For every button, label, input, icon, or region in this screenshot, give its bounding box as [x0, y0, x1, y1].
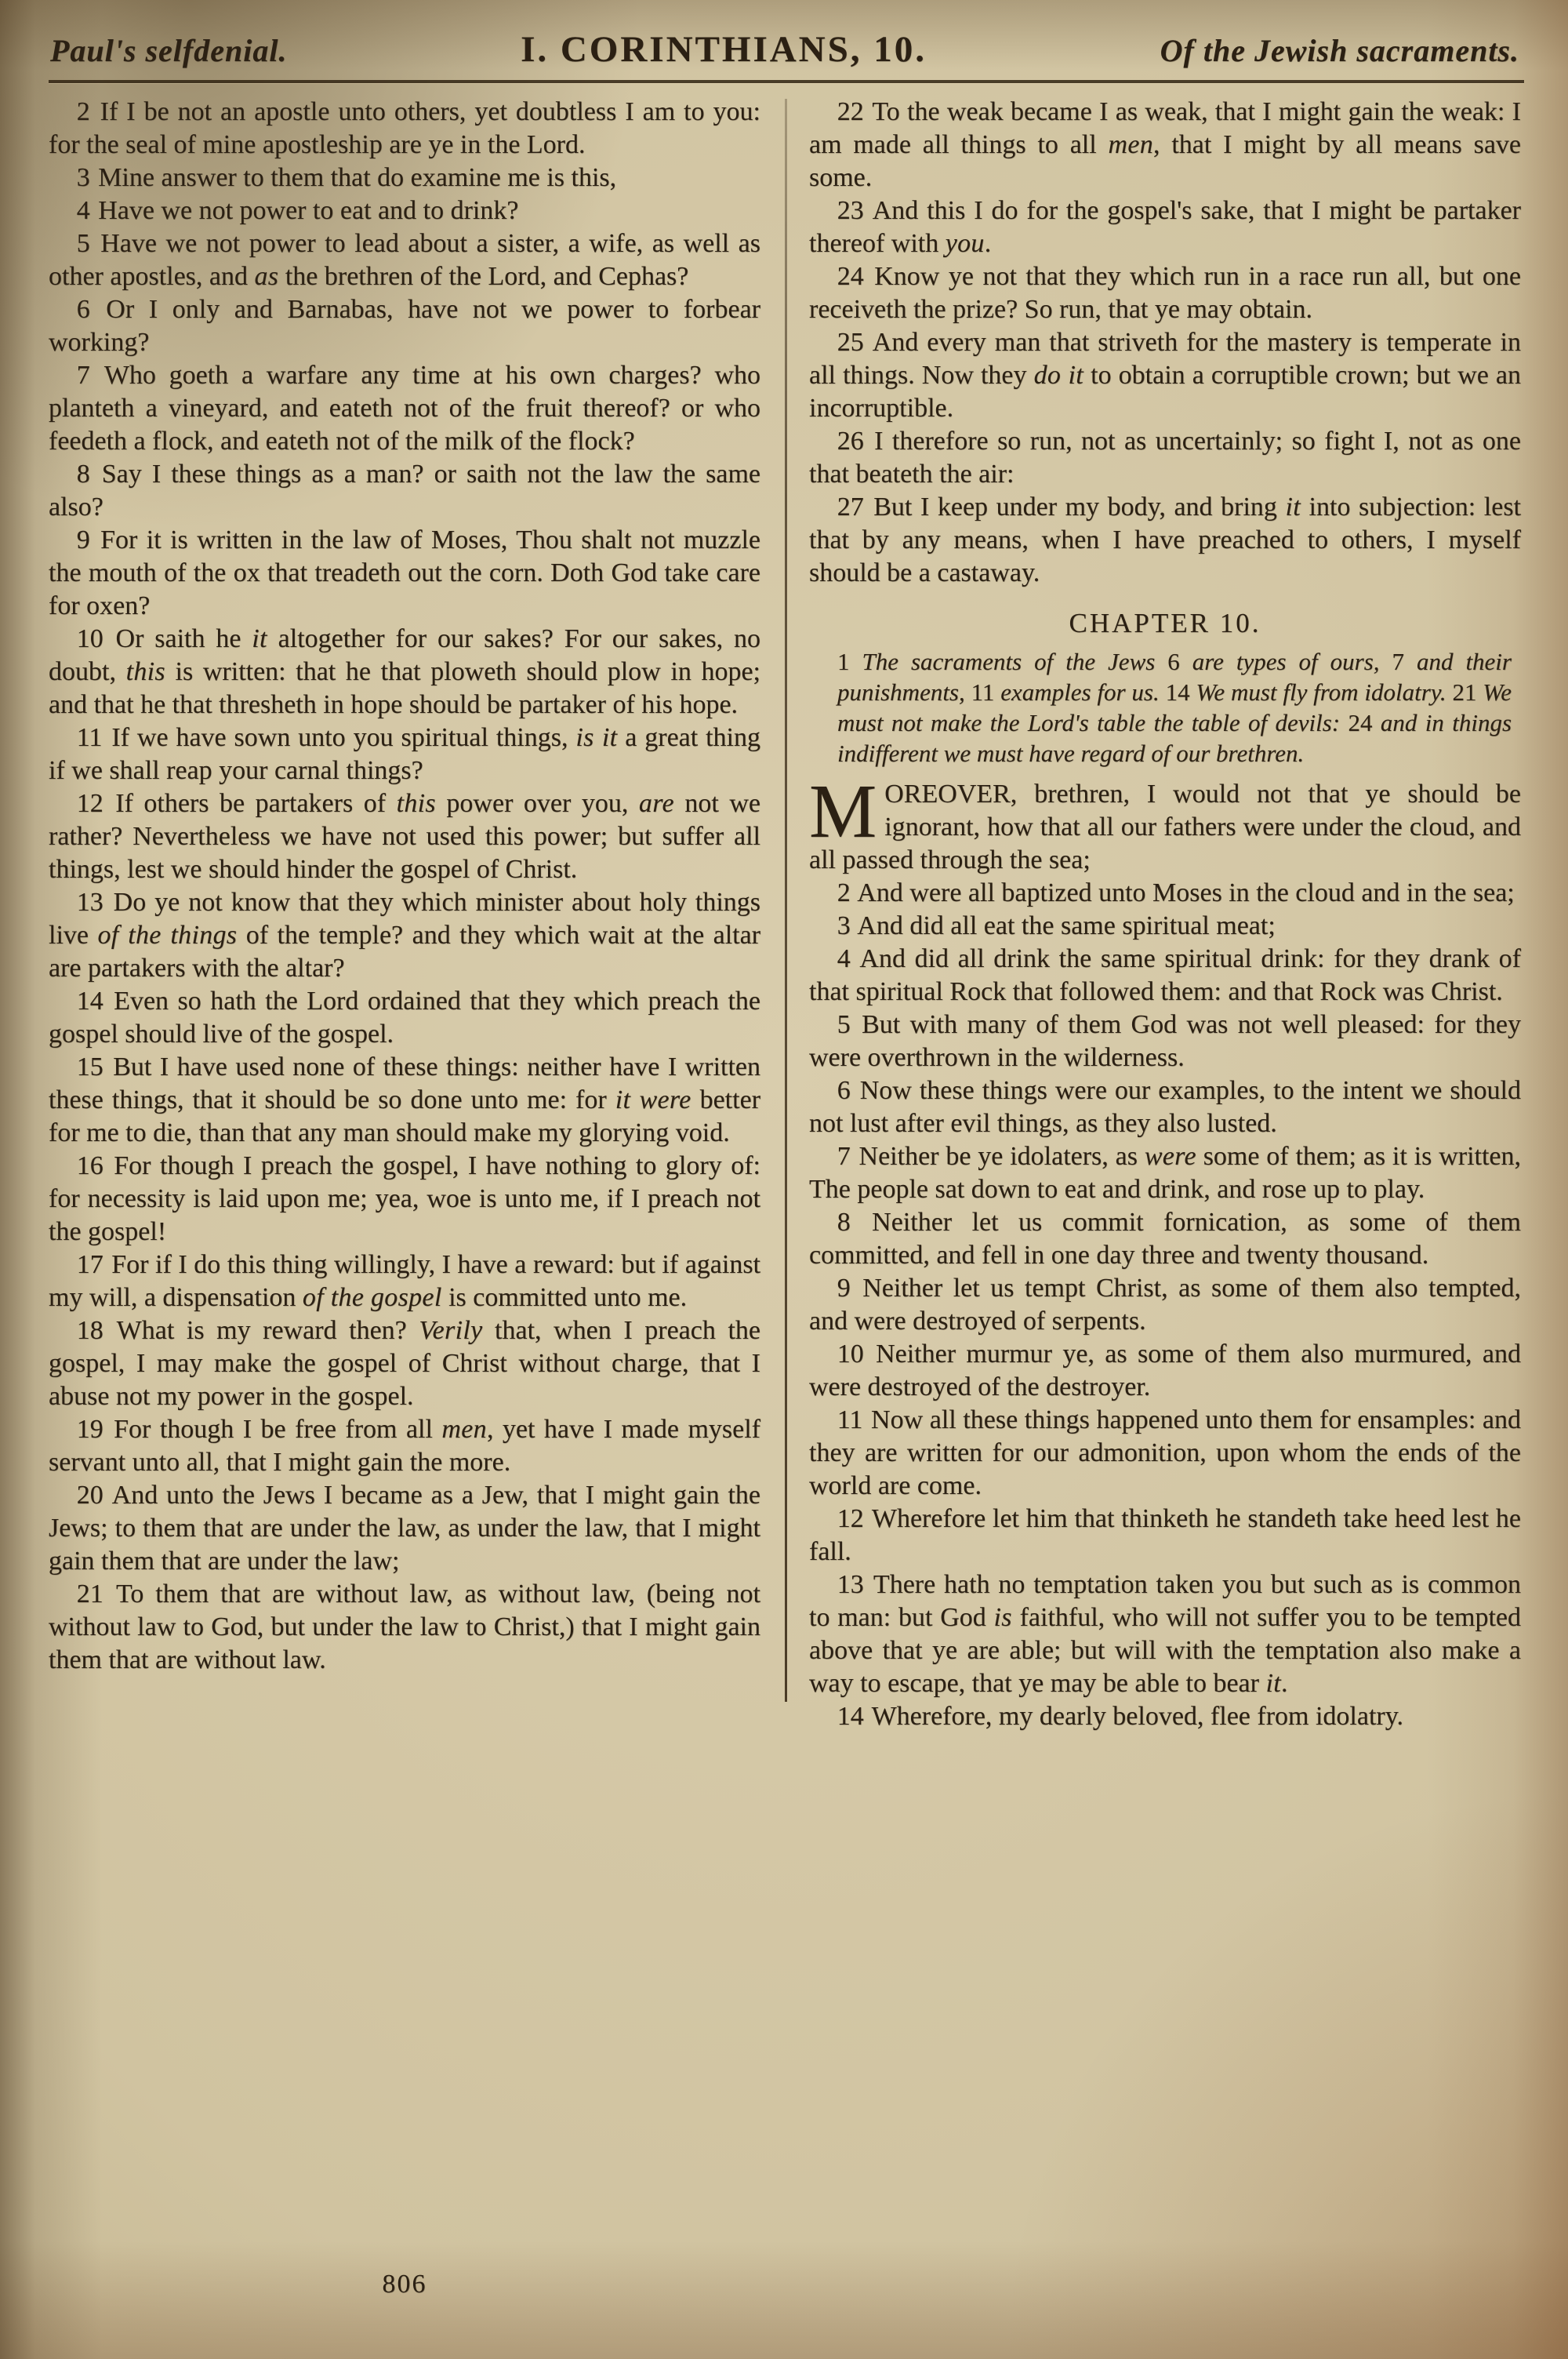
verse: 4 And did all drink the same spiritual drink: for they drank of that spiritual Rock that followed them: and that Rock was Christ. [809, 944, 1521, 1006]
verse-number: 9 [837, 1274, 851, 1303]
verse: 11 If we have sown unto you spiritual things, is it a great thing if we shall reap your carnal things? [49, 723, 760, 785]
running-head [49, 24, 1524, 71]
verse: 20 And unto the Jews I became as a Jew, that I might gain the Jews; to them that are under the law, as under the law, that I might gain them that are under the law; [49, 1481, 760, 1576]
verse-number: 2 [837, 878, 851, 907]
verse-number: 24 [837, 262, 864, 291]
verse: 6 Now these things were our examples, to the intent we should not lust after evil things, as they also lusted. [809, 1076, 1521, 1138]
verse-number: 13 [76, 888, 103, 917]
verse-number: 21 [76, 1579, 103, 1608]
verse-number: 19 [76, 1415, 103, 1444]
verse: 25 And every man that striveth for the mastery is temperate in all things. Now they do it to obtain a corruptible crown; but we an incorruptible. [809, 328, 1521, 423]
verse-number: 17 [76, 1250, 103, 1279]
verse: 27 But I keep under my body, and bring it into subjection: lest that by any means, when I have preached to others, I myself should be a castaway. [809, 493, 1522, 587]
verse: 7 Neither be ye idolaters, as were some of them; as it is written, The people sat down to eat and drink, and rose up to play. [809, 1142, 1522, 1204]
verse: 26 I therefore so run, not as uncertainly; so fight I, not as one that beateth the air: [809, 427, 1521, 489]
drop-cap-initial: M [809, 769, 877, 853]
verse-number: 4 [76, 196, 90, 225]
verse: 14 Wherefore, my dearly beloved, flee from idolatry. [837, 1702, 1404, 1731]
verse-number: 11 [76, 723, 103, 752]
running-head-left: Paul's selfdenial. [50, 33, 288, 68]
verse: 2 And were all baptized unto Moses in the cloud and in the sea; [837, 878, 1515, 907]
verse-number: 6 [837, 1076, 851, 1105]
verse-number: 26 [837, 427, 864, 456]
verse: 9 Neither let us tempt Christ, as some of them also tempted, and were destroyed of serpents. [809, 1274, 1521, 1336]
verse: 9 For it is written in the law of Moses, Thou shalt not muzzle the mouth of the ox that treadeth out the corn. Doth God take care for oxen? [49, 525, 760, 620]
verse: 23 And this I do for the gospel's sake, that I might be partaker thereof with you. [809, 196, 1521, 258]
verse-number: 4 [837, 944, 851, 973]
chapter-summary: 1 The sacraments of the Jews 6 are types of ours, 7 and their punishments, 11 examples for us. 14 We must fly from idolatry. 21 We must not make the Lord's table the table of devils: 24 and in things indifferent we must have regard of our brethren. [837, 648, 1512, 767]
verse-number: 27 [837, 493, 864, 522]
running-head-title: I. CORINTHIANS, 10. [521, 29, 927, 70]
verse: 18 What is my reward then? Verily that, when I preach the gospel, I may make the gospel of Christ without charge, that I abuse not my power in the gospel. [49, 1316, 760, 1411]
verse-number: 8 [76, 460, 90, 489]
verse-number: 5 [837, 1010, 851, 1039]
verse-number: 6 [76, 295, 90, 324]
verse: 3 Mine answer to them that do examine me is this, [76, 163, 617, 192]
column-divider [785, 99, 787, 1702]
verse: 13 Do ye not know that they which minister about holy things live of the things of the temple? and they which wait at the altar are partakers with the altar? [49, 888, 761, 983]
verse: 5 Have we not power to lead about a sister, a wife, as well as other apostles, and as the brethren of the Lord, and Cephas? [49, 229, 760, 291]
verse-number: 10 [837, 1339, 864, 1369]
verse-number: 5 [76, 229, 90, 258]
verse-number: 7 [76, 361, 90, 390]
left-column [49, 96, 760, 1733]
verse: 12 If others be partakers of this power over you, are not we rather? Nevertheless we have not used this power; but suffer all things, lest we should hinder the gospel of Christ. [49, 789, 760, 884]
verse-number: 9 [76, 525, 90, 554]
right-column [809, 96, 1521, 1733]
verse: 2 If I be not an apostle unto others, yet doubtless I am to you: for the seal of mine apostleship are ye in the Lord. [49, 97, 760, 159]
verse-number: 7 [837, 1142, 851, 1171]
verse: 19 For though I be free from all men, yet have I made myself servant unto all, that I might gain the more. [49, 1415, 760, 1477]
verse-number: 3 [76, 163, 90, 192]
verse-number: 22 [837, 97, 864, 126]
verse: 15 But I have used none of these things: neither have I written these things, that it should be so done unto me: for it were better for me to die, than that any man should make my glorying void. [49, 1052, 760, 1147]
verse-number: 13 [837, 1570, 864, 1599]
verse-number: 16 [76, 1151, 103, 1180]
verse: 21 To them that are without law, as without law, (being not without law to God, but under the law to Christ,) that I might gain them that are without law. [49, 1579, 760, 1674]
verse-number: 25 [837, 328, 864, 357]
verse-number: 18 [76, 1316, 103, 1345]
verse: 16 For though I preach the gospel, I have nothing to glory of: for necessity is laid upon me; yea, woe is unto me, if I preach not the gospel! [49, 1151, 760, 1246]
verse: 5 But with many of them God was not well pleased: for they were overthrown in the wilderness. [809, 1010, 1521, 1072]
text-columns [49, 96, 1524, 1733]
running-head-right: Of the Jewish sacraments. [1160, 33, 1519, 68]
page-number: 806 [382, 2270, 427, 2299]
verse: 11 Now all these things happened unto them for ensamples: and they are written for our admonition, upon whom the ends of the world are come. [809, 1405, 1521, 1500]
verse-number: 23 [837, 196, 864, 225]
verse-number: 11 [837, 1405, 863, 1434]
verse: 8 Say I these things as a man? or saith not the law the same also? [49, 460, 760, 522]
verse-number: 14 [837, 1702, 864, 1731]
verse-dropcap: MOREOVER, brethren, I would not that ye should be ignorant, how that all our fathers were under the cloud, and all passed through the sea; [809, 769, 1521, 874]
verse: 4 Have we not power to eat and to drink? [76, 196, 519, 225]
verse-number: 12 [76, 789, 103, 818]
verse: 10 Neither murmur ye, as some of them also murmured, and were destroyed of the destroyer. [809, 1339, 1521, 1401]
verse: 12 Wherefore let him that thinketh he standeth take heed lest he fall. [809, 1504, 1521, 1566]
verse-number: 8 [837, 1208, 851, 1237]
header-rule [49, 80, 1524, 83]
verse: 22 To the weak became I as weak, that I might gain the weak: I am made all things to all men, that I might by all means save some. [809, 97, 1522, 192]
verse: 6 Or I only and Barnabas, have not we power to forbear working? [49, 295, 760, 357]
verse-number: 14 [76, 987, 103, 1016]
verse: 10 Or saith he it altogether for our sakes? For our sakes, no doubt, this is written: that he that ploweth should plow in hope; and that he that thresheth in hope should be partaker of his hope. [49, 624, 760, 719]
verse: 17 For if I do this thing willingly, I have a reward: but if against my will, a dispensation of the gospel is committed unto me. [49, 1250, 760, 1312]
verse: 8 Neither let us commit fornication, as some of them committed, and fell in one day three and twenty thousand. [809, 1208, 1521, 1270]
verse: 13 There hath no temptation taken you but such as is common to man: but God is faithful, who will not suffer you to be tempted above that ye are able; but will with the temptation also make a way to escape, that ye may be able to bear it. [809, 1570, 1521, 1698]
verse: 14 Even so hath the Lord ordained that they which preach the gospel should live of the gospel. [49, 987, 760, 1049]
chapter-heading: CHAPTER 10. [1069, 608, 1261, 638]
verse: 3 And did all eat the same spiritual meat; [837, 911, 1276, 940]
verse-number: 3 [837, 911, 851, 940]
verse-number: 15 [76, 1052, 103, 1081]
verse: 24 Know ye not that they which run in a race run all, but one receiveth the prize? So run, that ye may obtain. [809, 262, 1521, 324]
verse: 7 Who goeth a warfare any time at his own charges? who planteth a vineyard, and eateth not of the fruit thereof? or who feedeth a flock, and eateth not of the milk of the flock? [49, 361, 760, 456]
verse-number: 10 [76, 624, 103, 653]
verse-number: 20 [76, 1481, 103, 1510]
verse-number: 12 [837, 1504, 864, 1533]
verse-number: 2 [76, 97, 90, 126]
